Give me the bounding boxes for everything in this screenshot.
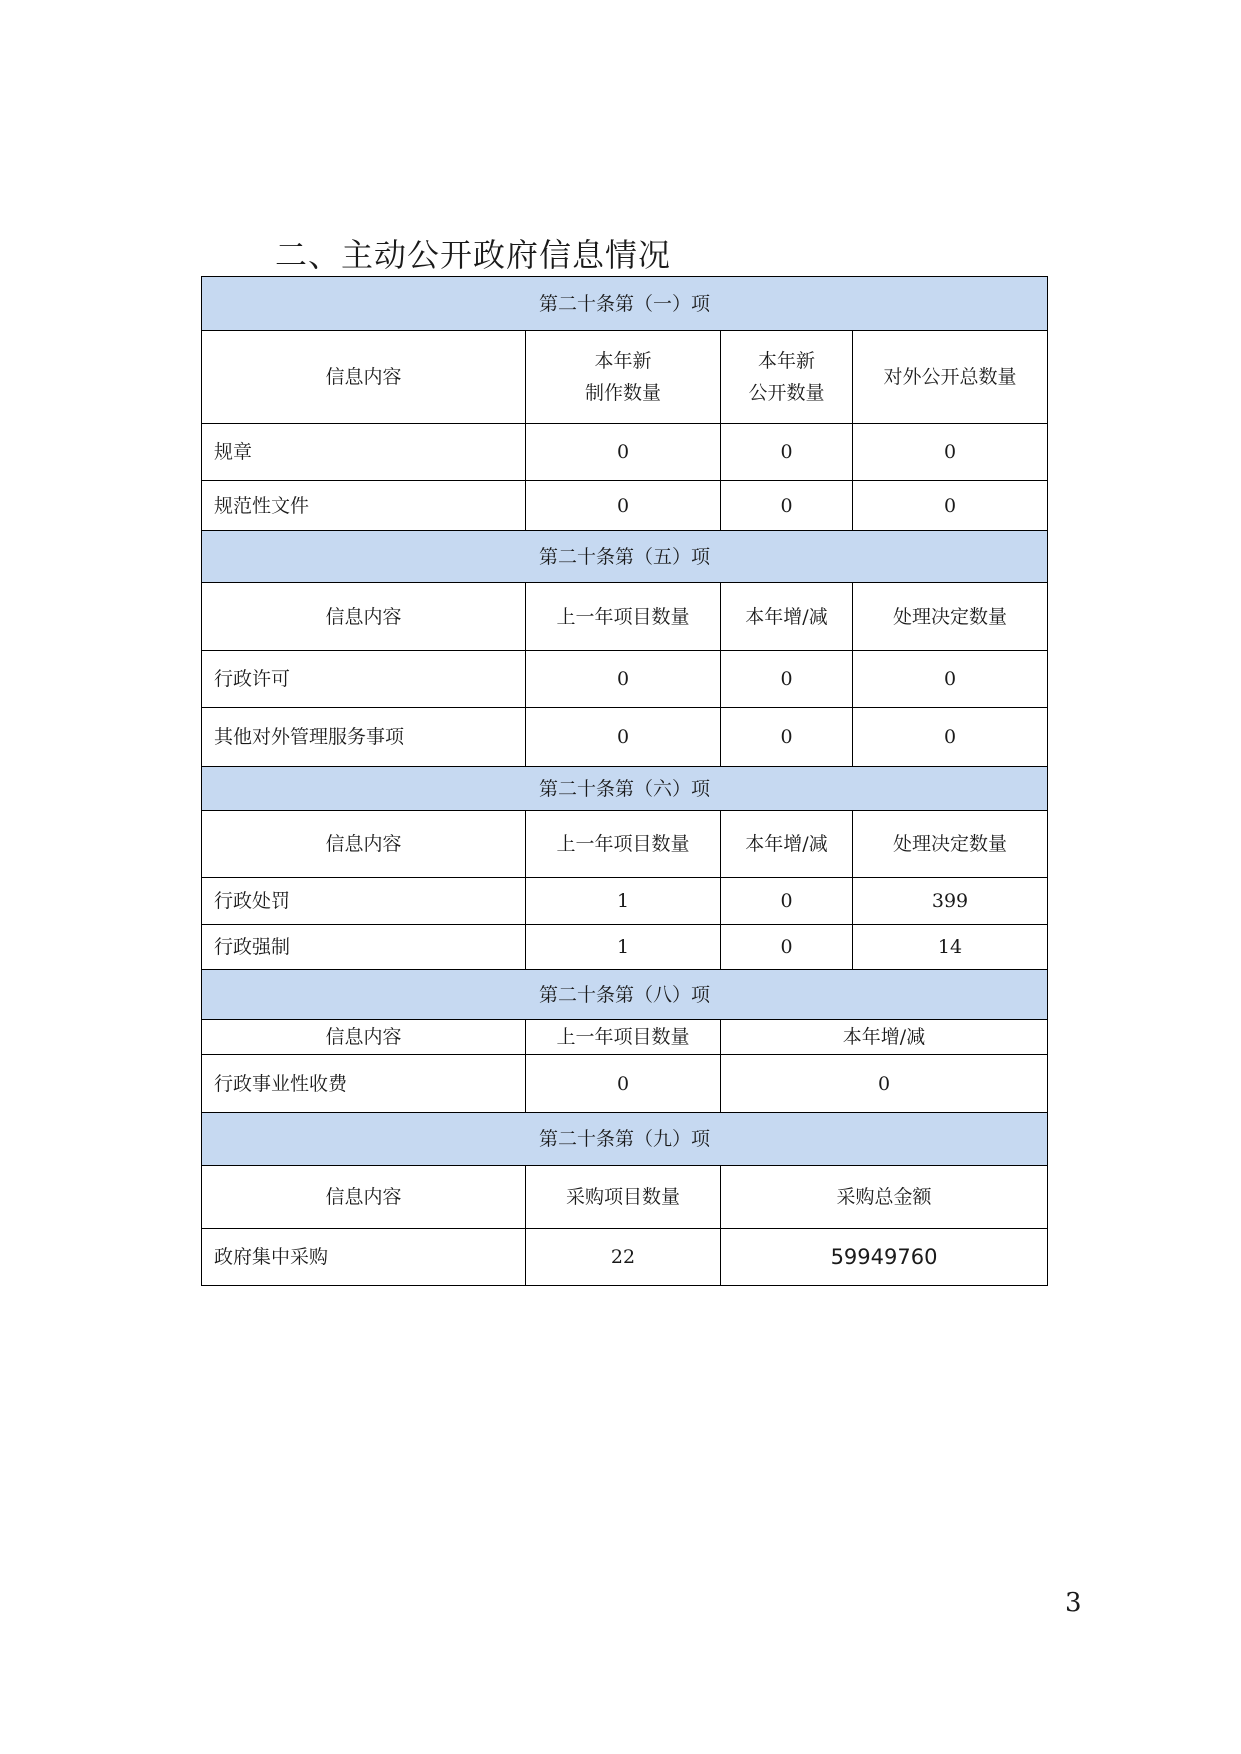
cell-value: 0 [526, 651, 721, 708]
cell-value: 1 [526, 925, 721, 970]
section-heading: 第二十条第（八）项 [202, 970, 1048, 1020]
cell-value: 1 [526, 878, 721, 925]
row-label: 规章 [202, 424, 526, 481]
table-row [202, 878, 1048, 925]
cell-value: 14 [853, 925, 1048, 970]
column-header: 上一年项目数量 [526, 583, 721, 651]
section-heading: 第二十条第（一）项 [202, 277, 1048, 331]
column-header: 本年新 制作数量 [526, 331, 721, 424]
cell-value: 0 [853, 481, 1048, 531]
column-header: 本年新 公开数量 [721, 331, 853, 424]
cell-value: 0 [853, 708, 1048, 767]
page-number: 3 [1065, 1588, 1082, 1618]
table-row [202, 424, 1048, 481]
cell-value: 0 [721, 481, 853, 531]
cell-value: 399 [853, 878, 1048, 925]
section-heading: 第二十条第（九）项 [202, 1113, 1048, 1166]
row-label: 行政处罚 [202, 878, 526, 925]
column-header: 上一年项目数量 [526, 811, 721, 878]
table-row [202, 651, 1048, 708]
column-header: 处理决定数量 [853, 583, 1048, 651]
cell-value: 0 [526, 708, 721, 767]
cell-value: 0 [721, 1055, 1048, 1113]
table-row [202, 481, 1048, 531]
column-header: 本年增/减 [721, 583, 853, 651]
cell-value: 22 [526, 1229, 721, 1286]
column-header: 信息内容 [202, 811, 526, 878]
table-row [202, 708, 1048, 767]
cell-value: 0 [853, 651, 1048, 708]
row-label: 规范性文件 [202, 481, 526, 531]
table-row [202, 925, 1048, 970]
cell-value: 0 [853, 424, 1048, 481]
row-label: 其他对外管理服务事项 [202, 708, 526, 767]
cell-value: 0 [721, 651, 853, 708]
column-header: 处理决定数量 [853, 811, 1048, 878]
cell-value: 0 [721, 925, 853, 970]
row-label: 行政强制 [202, 925, 526, 970]
page-title: 二、主动公开政府信息情况 [275, 236, 672, 274]
column-header: 本年增/减 [721, 811, 853, 878]
section-heading: 第二十条第（五）项 [202, 531, 1048, 583]
cell-value: 0 [721, 708, 853, 767]
column-header: 信息内容 [202, 583, 526, 651]
column-header: 信息内容 [202, 1020, 526, 1055]
cell-value: 59949760 [721, 1229, 1048, 1286]
cell-value: 0 [526, 481, 721, 531]
row-label: 政府集中采购 [202, 1229, 526, 1286]
column-header: 上一年项目数量 [526, 1020, 721, 1055]
column-header: 采购总金额 [721, 1166, 1048, 1229]
disclosure-table [201, 276, 1048, 1286]
cell-value: 0 [721, 424, 853, 481]
section-heading: 第二十条第（六）项 [202, 767, 1048, 811]
row-label: 行政许可 [202, 651, 526, 708]
column-header: 对外公开总数量 [853, 331, 1048, 424]
column-header: 本年增/减 [721, 1020, 1048, 1055]
cell-value: 0 [721, 878, 853, 925]
table-row [202, 1055, 1048, 1113]
column-header: 信息内容 [202, 331, 526, 424]
cell-value: 0 [526, 424, 721, 481]
table-row [202, 1229, 1048, 1286]
cell-value: 0 [526, 1055, 721, 1113]
row-label: 行政事业性收费 [202, 1055, 526, 1113]
column-header: 信息内容 [202, 1166, 526, 1229]
column-header: 采购项目数量 [526, 1166, 721, 1229]
